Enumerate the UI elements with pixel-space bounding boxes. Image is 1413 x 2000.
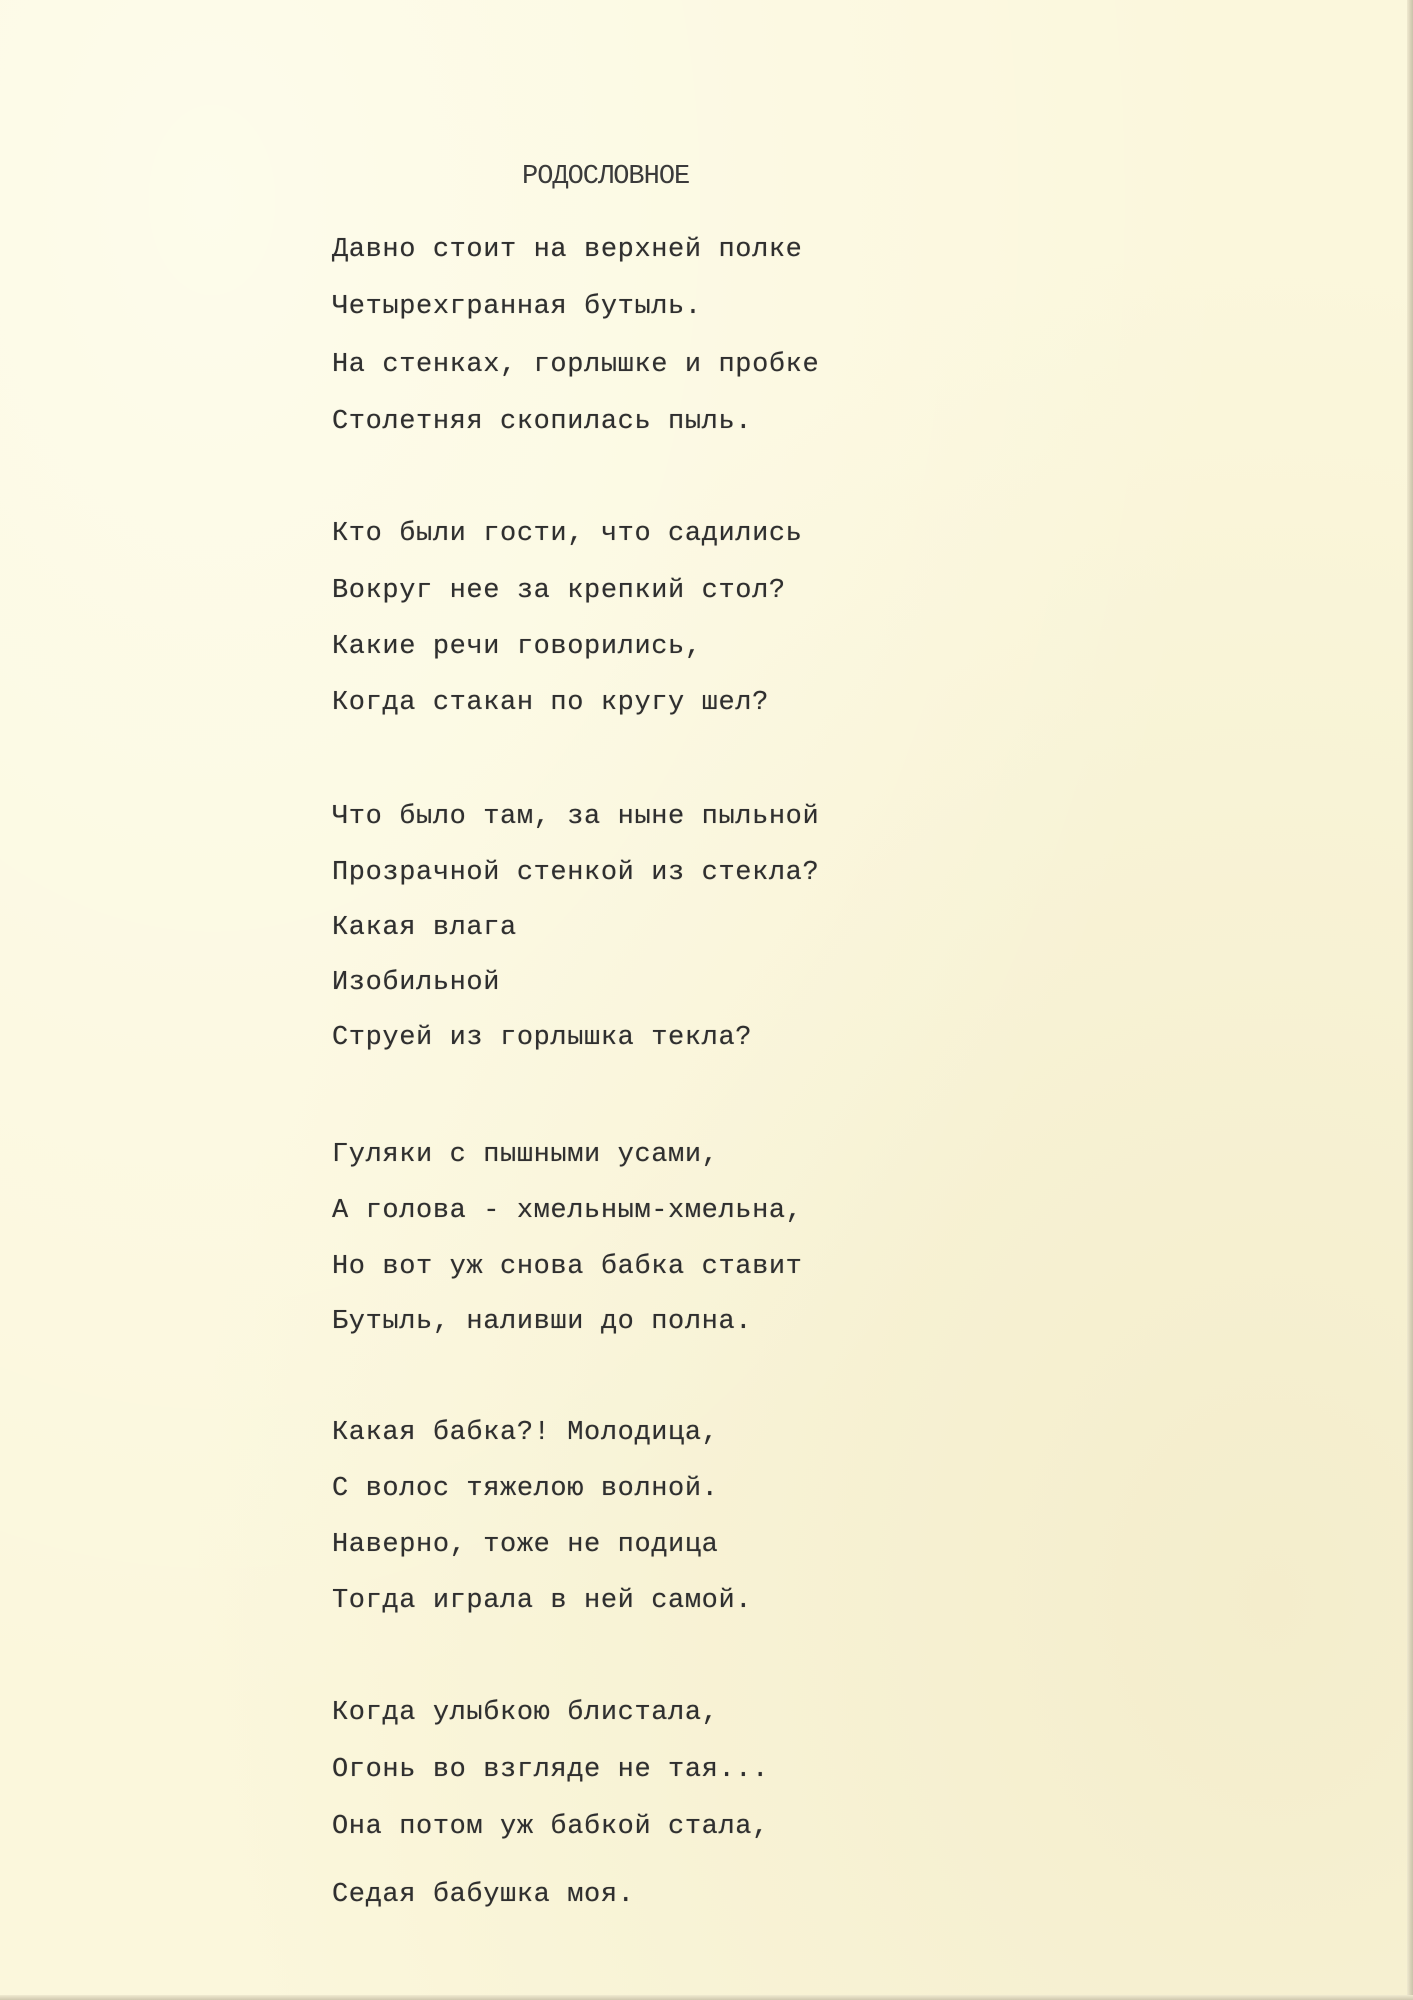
poem-line: Когда стакан по кругу шел? (332, 688, 769, 718)
poem-line: Огонь во взгляде не тая... (332, 1755, 769, 1785)
poem-line: На стенках, горлышке и пробке (332, 350, 820, 380)
poem-line: Струей из горлышка текла? (332, 1023, 753, 1053)
poem-title: РОДОСЛОВНОЕ (522, 162, 690, 192)
poem-line: Прозрачной стенкой из стекла? (332, 858, 820, 888)
poem-line: Какие речи говорились, (332, 632, 702, 662)
poem-line: Седая бабушка моя. (332, 1880, 635, 1910)
poem-line: Кто были гости, что садились (332, 519, 803, 549)
poem-line: Какая влага (332, 913, 517, 943)
poem-line: Наверно, тоже не подица (332, 1530, 719, 1560)
paper-edge-bottom (0, 1995, 1413, 2000)
poem-line: Она потом уж бабкой стала, (332, 1812, 769, 1842)
poem-line: Какая бабка?! Молодица, (332, 1418, 719, 1448)
poem-line: Но вот уж снова бабка ставит (332, 1252, 803, 1282)
poem-line: Изобильной (332, 968, 501, 998)
poem-line: А голова - хмельным-хмельна, (332, 1196, 803, 1226)
poem-line: Давно стоит на верхней полке (332, 235, 803, 265)
poem-line: Четырехгранная бутыль. (332, 292, 702, 322)
poem-line: Когда улыбкою блистала, (332, 1698, 719, 1728)
paper-edge-right (1407, 0, 1413, 2000)
poem-line: Что было там, за ныне пыльной (332, 802, 820, 832)
poem-line: Гуляки с пышными усами, (332, 1140, 719, 1170)
poem-line: Столетняя скопилась пыль. (332, 407, 753, 437)
poem-line: Тогда играла в ней самой. (332, 1586, 753, 1616)
poem-line: Вокруг нее за крепкий стол? (332, 576, 786, 606)
poem-line: С волос тяжелою волной. (332, 1474, 719, 1504)
poem-line: Бутыль, наливши до полна. (332, 1307, 753, 1337)
